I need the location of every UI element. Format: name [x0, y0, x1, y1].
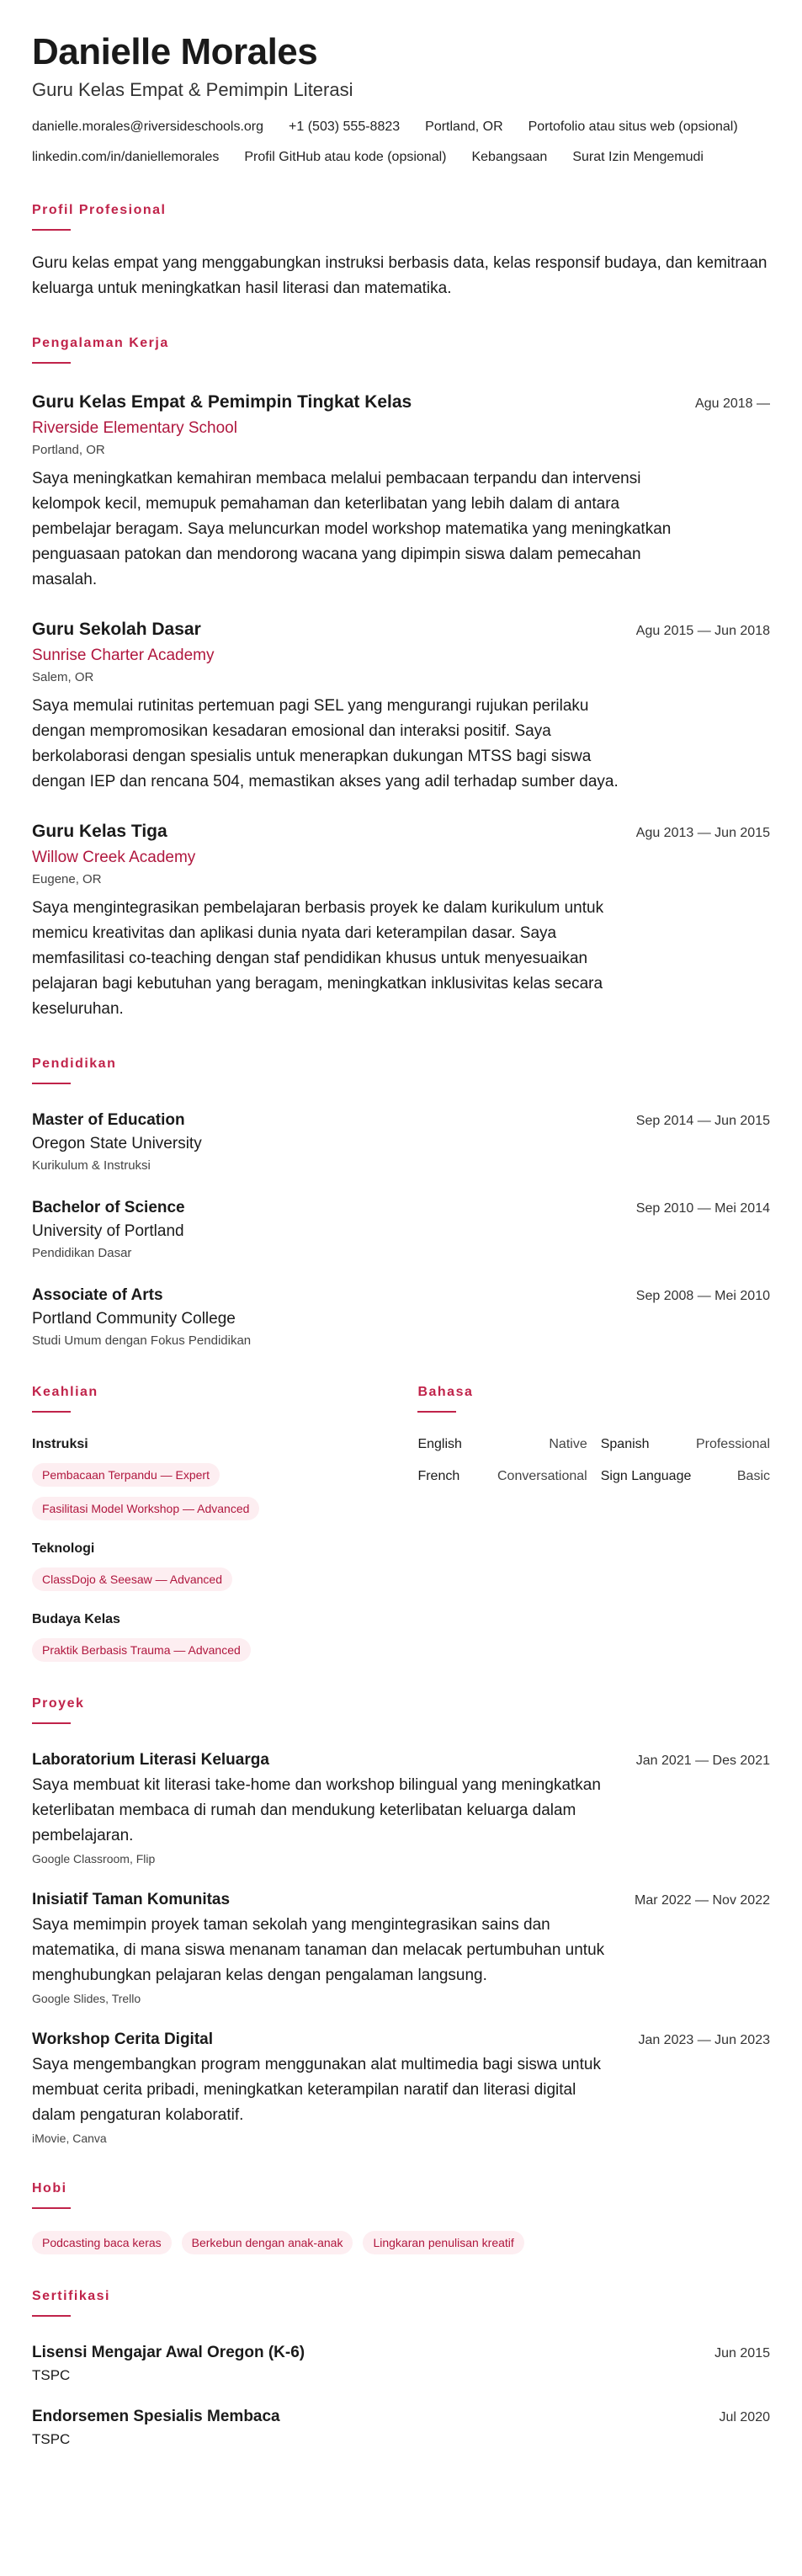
section-heading: Pendidikan: [32, 1056, 117, 1071]
job-title: Guru Kelas Tiga: [32, 822, 167, 841]
language-item: [417, 1436, 587, 1453]
language-name: English: [417, 1437, 462, 1451]
project-entry: [32, 1889, 770, 2007]
project-dates: Jan 2023 — Jun 2023: [638, 2033, 770, 2047]
language-item: [601, 1468, 770, 1485]
skill-group: [32, 1436, 417, 1520]
certification-date: Jun 2015: [714, 2346, 770, 2360]
section-heading: Profil Profesional: [32, 203, 167, 217]
language-name: French: [417, 1469, 460, 1483]
education-entry: [32, 1285, 770, 1350]
job-title: Guru Sekolah Dasar: [32, 620, 201, 639]
section-divider: [32, 1722, 71, 1724]
section-divider: [32, 1411, 71, 1413]
certification-issuer: TSPC: [32, 2367, 71, 2383]
job-description: Saya memulai rutinitas pertemuan pagi SEL yang mengurangi rujukan perilaku dengan mempromosikan kesadaran emosional dan interaksi positif. Saya berkolaborasi dengan spesialis untuk menerapkan dukungan MTSS bagi siswa dengan IEP dan rencana 504, memastikan akses yang adil terhadap sumber daya.: [32, 697, 619, 790]
hobbies-section: [32, 2180, 770, 2254]
contact-list: [32, 118, 773, 167]
skill-tags: [32, 1638, 402, 1662]
job-description: Saya mengintegrasikan pembelajaran berbasis proyek ke dalam kurikulum untuk memicu kreativitas dan aplikasi dunia nyata dari keterampilan dasar. Saya memfasilitasi co-teaching dengan staf pendidikan khusus untuk menyesuaikan pelajaran bagi kebutuhan yang beragam, meningkatkan inklusivitas kelas secara keseluruhan.: [32, 899, 604, 1018]
job-organization: Riverside Elementary School: [32, 419, 237, 437]
skill-group: [32, 1611, 417, 1662]
language-list: [417, 1436, 770, 1485]
job-dates: Agu 2013 — Jun 2015: [635, 826, 770, 840]
education-dates: Sep 2014 — Jun 2015: [635, 1114, 770, 1128]
contact-email[interactable]: danielle.morales@riversideschools.org: [32, 120, 264, 134]
certification-issuer: TSPC: [32, 2431, 71, 2447]
candidate-title: Guru Kelas Empat & Pemimpin Literasi: [32, 79, 353, 100]
skill-group-name: Teknologi: [32, 1541, 95, 1556]
project-description: Saya memimpin proyek taman sekolah yang mengintegrasikan sains dan matematika, di mana siswa menanam tanaman dan melacak pertumbuhan untuk menghubungkan pelajaran kelas dengan pengalaman langsung.: [32, 1916, 605, 1984]
language-level: Professional: [695, 1437, 770, 1451]
project-dates: Jan 2021 — Des 2021: [635, 1754, 770, 1768]
project-title: Inisiatif Taman Komunitas: [32, 1891, 231, 1908]
job-dates: Agu 2018 —: [695, 397, 770, 411]
project-entry: [32, 2029, 770, 2147]
job-location: Eugene, OR: [32, 872, 102, 886]
skill-tag: Fasilitasi Model Workshop — Advanced: [32, 1497, 259, 1520]
section-heading: Proyek: [32, 1696, 85, 1711]
project-description: Saya membuat kit literasi take-home dan workshop bilingual yang meningkatkan keterlibatan membaca di rumah dan mendukung keterlibatan keluarga dalam pembelajaran.: [32, 1776, 601, 1844]
job-entry: [32, 618, 770, 795]
summary-text: Guru kelas empat yang menggabungkan instruksi berbasis data, kelas responsif budaya, dan kemitraan keluarga untuk meningkatkan hasil literasi dan matematika.: [32, 254, 767, 297]
contact-driving-license: Surat Izin Mengemudi: [572, 150, 704, 164]
section-divider: [32, 1083, 71, 1084]
education-school: Portland Community College: [32, 1310, 236, 1328]
language-name: Sign Language: [600, 1469, 692, 1483]
certifications-section: [32, 2288, 770, 2450]
skill-tags: [32, 1463, 402, 1520]
skill-tags: [32, 1567, 402, 1591]
contact-linkedin[interactable]: linkedin.com/in/daniellemorales: [32, 150, 220, 164]
hobby-tag: Lingkaran penulisan kreatif: [363, 2231, 523, 2254]
skill-tag: Praktik Berbasis Trauma — Advanced: [32, 1638, 251, 1662]
job-description: Saya meningkatkan kemahiran membaca melalui pembacaan terpandu dan intervensi kelompok kecil, memupuk pemahaman dan keterlibatan yang lebih dalam di antara pembelajar beragam. Saya meluncurkan model workshop matematika yang meningkatkan penguasaan patokan dan mendorong wacana yang dipimpin siswa dalam pemecahan masalah.: [32, 470, 672, 588]
education-school: University of Portland: [32, 1222, 184, 1240]
job-entry: [32, 391, 770, 593]
contact-location: Portland, OR: [425, 120, 503, 134]
job-dates: Agu 2015 — Jun 2018: [635, 624, 770, 638]
job-entry: [32, 820, 770, 1022]
section-heading: Bahasa: [417, 1385, 474, 1399]
section-divider: [417, 1411, 456, 1413]
candidate-name: Danielle Morales: [32, 31, 318, 72]
resume-header: [32, 30, 770, 167]
education-degree: Associate of Arts: [32, 1286, 163, 1304]
language-item: [417, 1468, 587, 1485]
project-title: Workshop Cerita Digital: [32, 2030, 214, 2048]
section-heading: Hobi: [32, 2181, 67, 2195]
experience-section: [32, 335, 770, 1022]
education-section: [32, 1056, 770, 1350]
certification-entry: [32, 2406, 770, 2450]
project-entry: [32, 1749, 770, 1867]
job-organization: Willow Creek Academy: [32, 849, 196, 866]
job-title: Guru Kelas Empat & Pemimpin Tingkat Kelas: [32, 392, 412, 412]
section-divider: [32, 362, 71, 364]
skill-tag: ClassDojo & Seesaw — Advanced: [32, 1567, 232, 1591]
certification-date: Jul 2020: [719, 2410, 770, 2424]
project-tools: Google Slides, Trello: [32, 1992, 141, 2005]
contact-portfolio[interactable]: Portofolio atau situs web (opsional): [528, 120, 738, 134]
project-title: Laboratorium Literasi Keluarga: [32, 1751, 269, 1769]
projects-section: [32, 1695, 770, 2147]
section-divider: [32, 2315, 71, 2317]
skill-group-name: Budaya Kelas: [32, 1612, 120, 1626]
contact-phone[interactable]: +1 (503) 555-8823: [289, 120, 401, 134]
summary-section: [32, 202, 770, 301]
section-divider: [32, 229, 71, 231]
section-heading: Keahlian: [32, 1385, 98, 1399]
project-dates: Mar 2022 — Nov 2022: [635, 1893, 770, 1908]
certification-name: Lisensi Mengajar Awal Oregon (K-6): [32, 2344, 305, 2361]
job-location: Salem, OR: [32, 670, 94, 684]
section-divider: [32, 2207, 71, 2209]
hobby-tag: Berkebun dengan anak-anak: [182, 2231, 353, 2254]
skills-section: [32, 1384, 417, 1662]
contact-nationality: Kebangsaan: [471, 150, 548, 164]
project-tools: Google Classroom, Flip: [32, 1852, 156, 1865]
education-field: Studi Umum dengan Fokus Pendidikan: [32, 1333, 252, 1348]
certification-name: Endorsemen Spesialis Membaca: [32, 2408, 280, 2425]
skill-group-name: Instruksi: [32, 1437, 88, 1451]
education-degree: Bachelor of Science: [32, 1199, 185, 1216]
skills-languages-row: [32, 1384, 770, 1662]
skill-tag: Pembacaan Terpandu — Expert: [32, 1463, 220, 1487]
language-level: Basic: [736, 1469, 770, 1483]
hobby-tag: Podcasting baca keras: [32, 2231, 172, 2254]
project-description: Saya mengembangkan program menggunakan alat multimedia bagi siswa untuk membuat cerita pribadi, meningkatkan keterampilan naratif dan literasi digital dalam pengaturan kolaboratif.: [32, 2056, 601, 2124]
education-school: Oregon State University: [32, 1135, 202, 1152]
education-entry: [32, 1110, 770, 1175]
education-degree: Master of Education: [32, 1111, 185, 1129]
education-entry: [32, 1197, 770, 1263]
languages-section: [417, 1384, 770, 1662]
section-heading: Sertifikasi: [32, 2289, 110, 2303]
hobby-tags: [32, 2231, 770, 2254]
contact-github[interactable]: Profil GitHub atau kode (opsional): [244, 150, 447, 164]
language-name: Spanish: [600, 1437, 650, 1451]
project-tools: iMovie, Canva: [32, 2132, 107, 2145]
education-field: Kurikulum & Instruksi: [32, 1158, 151, 1173]
education-dates: Sep 2008 — Mei 2010: [635, 1289, 770, 1303]
language-level: Conversational: [497, 1469, 587, 1483]
education-field: Pendidikan Dasar: [32, 1246, 132, 1260]
section-heading: Pengalaman Kerja: [32, 336, 169, 350]
skill-group: [32, 1541, 417, 1591]
job-organization: Sunrise Charter Academy: [32, 647, 215, 664]
language-level: Native: [549, 1437, 587, 1451]
job-location: Portland, OR: [32, 443, 105, 457]
language-item: [601, 1436, 770, 1453]
education-dates: Sep 2010 — Mei 2014: [635, 1201, 770, 1216]
certification-entry: [32, 2342, 770, 2386]
